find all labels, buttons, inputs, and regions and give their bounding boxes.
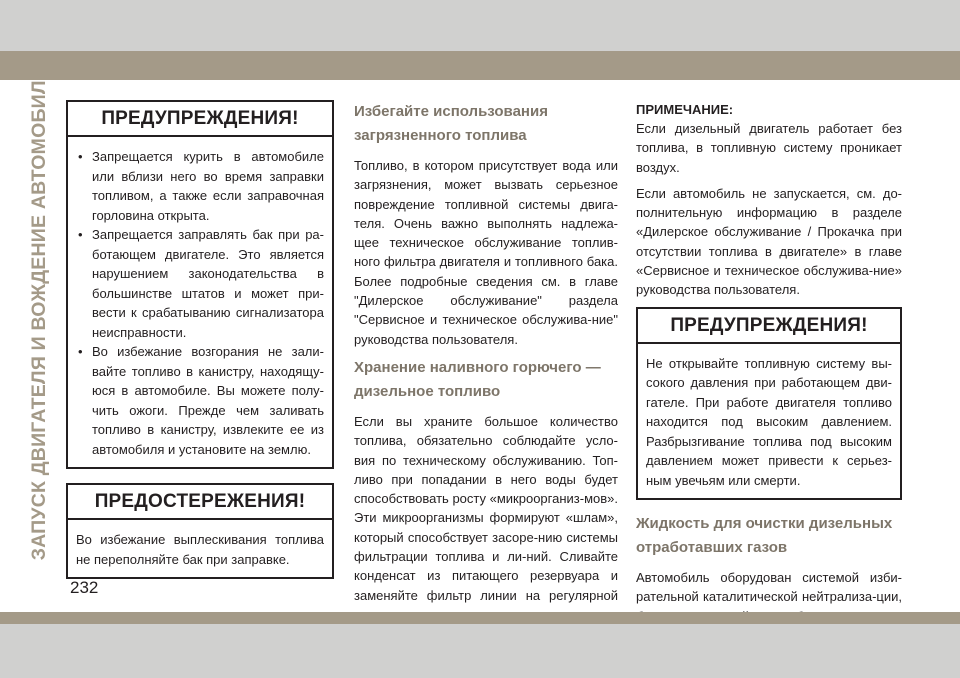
- warning-box: [636, 307, 902, 501]
- paragraph: Топливо, в котором присутствует вода или загрязнения, может вызвать серьезное повреждение топливной системы двига-теля. Очень важно выполнять надлежа-щее техническое обслуживание топлив-ного фильтра двигателя и топливного бака. Более подробные сведения см. в главе "Дилерское обслуживание" раздела "Сервисное и техническое обслужива-ние" руководства пользователя.: [354, 158, 618, 347]
- section-heading-contaminated-fuel: Избегайте использования загрязненного топлива: [354, 103, 548, 144]
- chapter-side-tab: [24, 65, 54, 560]
- warning-list-item: • Во избежание возгорания не зали-вайте топливо в канистру, находящу-юся в автомобиле. Вы можете полу-чить ожоги. Прежде чем заливать топливо в канистру, извлеките ее из автомобиля и установите на землю.: [76, 342, 324, 459]
- warning-list-item: • Запрещается курить в автомобиле или вблизи него во время заправки топливом, а также если заправочная горловина открыта.: [76, 147, 324, 225]
- warning-box-text: Не открывайте топливную систему вы-сокого давления при работающем дви-гателе. При работе двигателя топливо находится под высоким давлением. Разбрызгивание топлива под высоким давлением может привести к серьез-ным увечьям или смерти.: [646, 355, 892, 488]
- warning-list: [76, 147, 324, 459]
- note-paragraph: Если дизельный двигатель работает без топлива, в топливную систему проникает воздух.: [636, 121, 902, 175]
- warning-box-title: ПРЕДУПРЕЖДЕНИЯ!: [68, 102, 332, 137]
- caution-box-title: ПРЕДОСТЕРЕЖЕНИЯ!: [68, 485, 332, 520]
- column-right: [636, 100, 902, 633]
- chapter-title: ЗАПУСК ДВИГАТЕЛЯ И ВОЖДЕНИЕ АВТОМОБИЛЯ: [27, 65, 50, 560]
- paragraph: Если вы храните большое количество топлива, обязательно соблюдайте усло-вия по техническому обслуживанию. Топ-ливо при попадании в него воды будет способствовать росту «микроорганиз-мов». Эти микроорганизмы формируют «шлам», который способствует засоре-нию системы фильтрации топлива и ли-ний. Сливайте конденсат из питающего резервуара и заменяйте фильтр линии на регулярной: [354, 413, 618, 603]
- section-heading-diesel-exhaust-fluid: Жидкость для очистки дизельных отработавших газов: [636, 515, 893, 557]
- warning-box-body: [68, 137, 332, 467]
- header-stripe: [0, 51, 960, 80]
- column-middle: [354, 100, 618, 631]
- paragraph: Автомобиль оборудован системой изби-рательной каталитической нейтрализа-ции,: [636, 570, 902, 605]
- warning-box: [66, 100, 334, 469]
- page-number: 232: [70, 578, 99, 597]
- caution-box: [66, 483, 334, 579]
- caution-box-text: Во избежание выплескивания топлива не переполняйте бак при заправке.: [76, 532, 324, 567]
- note-paragraph: Если автомобиль не запускается, см. до-полнительную информацию в разделе «Дилерское обслуживание / Прокачка при отсутствии топлива в двигателе» в главе «Сервисное и техническое обслужива-ние» руководства пользователя.: [636, 185, 902, 298]
- footer-stripe: [0, 612, 960, 624]
- warning-list-item: • Запрещается заправлять бак при ра-ботающем двигателе. Это является нарушением законодательства в большинстве штатов и может при-вести к срабатыванию сигнализатора неисправности.: [76, 225, 324, 342]
- column-left: [66, 100, 334, 593]
- warning-box-title: ПРЕДУПРЕЖДЕНИЯ!: [638, 309, 900, 344]
- section-heading-bulk-fuel-storage: Хранение наливного горючего — дизельное топливо: [354, 358, 601, 400]
- note-title: ПРИМЕЧАНИЕ:: [636, 102, 734, 117]
